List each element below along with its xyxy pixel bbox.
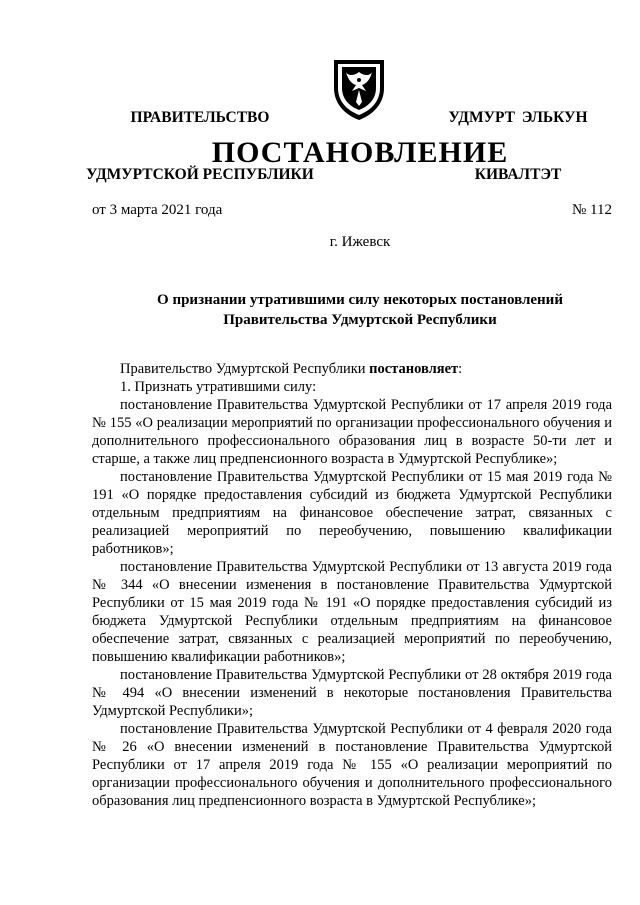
intro-colon: : [458, 361, 463, 377]
issuer-line-2: УДМУРТСКОЙ РЕСПУБЛИКИ [86, 166, 314, 183]
list-item: постановление Правительства Удмуртской Республики от 13 августа 2019 года № 344 «О внесении изменения в постановление Правительства Удмуртской Республики от 15 мая 2019 года № 191 «О порядке предоставления субсидий из бюджета Удмуртской Республики отдельным предприятиям на финансовое обеспечение затрат, связанных с реализацией мероприятий по переобучению, повышению квалификации работников»; [92, 559, 612, 665]
document-number: № 112 [571, 202, 612, 218]
document-subject [80, 290, 640, 330]
point-1: 1. Признать утратившими силу: [120, 379, 317, 395]
document-body [92, 360, 612, 810]
subject-line-2: Правительства Удмуртской Республики [223, 312, 497, 328]
intro-text: Правительство Удмуртской Республики [120, 361, 370, 377]
document-date: от 3 марта 2021 года [92, 202, 223, 218]
issuer-line-1: ПРАВИТЕЛЬСТВО [130, 109, 270, 126]
resolution-intro [92, 360, 612, 378]
intro-keyword: постановляет [369, 361, 459, 377]
document-city: г. Ижевск [329, 234, 391, 250]
list-item: постановление Правительства Удмуртской Республики от 15 мая 2019 года № 191 «О порядке предоставления субсидий из бюджета Удмуртской Республики отдельным предприятиям на финансовое обеспечение затрат, связанных с реализацией мероприятий по переобучению, повышению квалификации работников»; [92, 469, 612, 557]
issuer-udmurt-line-2: КИВАЛТЭТ [474, 166, 562, 183]
list-item: постановление Правительства Удмуртской Республики от 4 февраля 2020 года № 26 «О внесении изменений в постановление Правительства Удмуртской Республики от 17 апреля 2019 года № 155 «О реализации мероприятий по организации профессионального обучения и дополнительного профессионального образования лиц предпенсионного возраста в Удмуртской Республике»; [92, 721, 612, 809]
subject-line-1: О признании утратившими силу некоторых постановлений [157, 292, 563, 308]
coat-of-arms-icon [330, 58, 388, 122]
list-item: постановление Правительства Удмуртской Республики от 17 апреля 2019 года № 155 «О реализации мероприятий по организации профессионального обучения и дополнительного профессионального образования лиц в возрасте 50-ти лет и старше, а также лиц предпенсионного возраста в Удмуртской Республике»; [92, 397, 612, 467]
document-title: ПОСТАНОВЛЕНИЕ [211, 136, 509, 169]
list-item: постановление Правительства Удмуртской Республики от 28 октября 2019 года № 494 «О внесении изменений в некоторые постановления Правительства Удмуртской Республики»; [92, 667, 612, 719]
issuer-udmurt-line-1: УДМУРТ ЭЛЬКУН [448, 109, 588, 126]
